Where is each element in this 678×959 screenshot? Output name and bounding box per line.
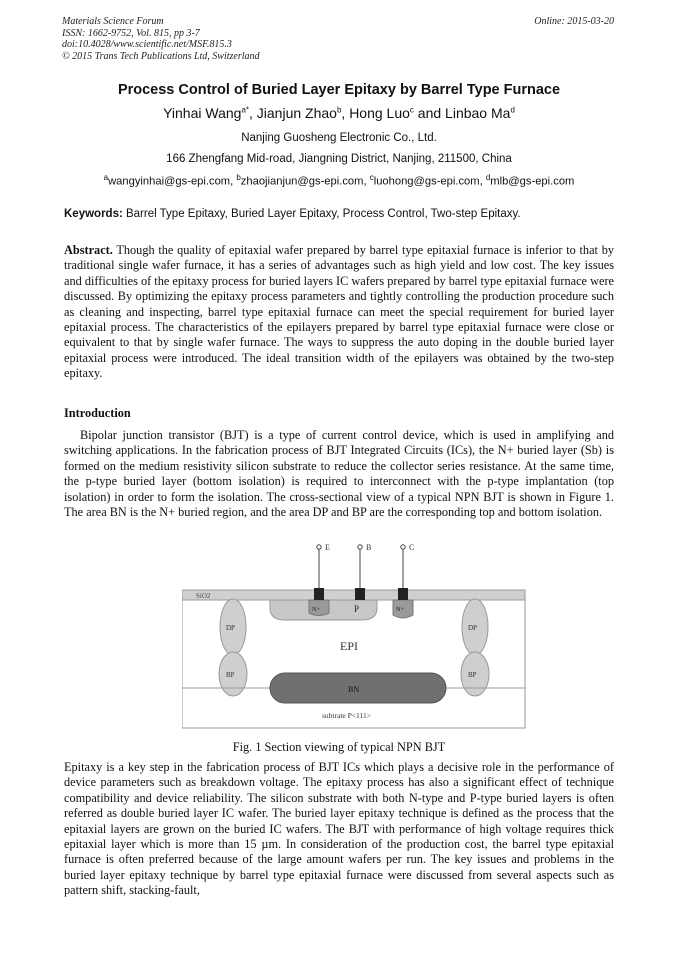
journal-copyright: © 2015 Trans Tech Publications Ltd, Switzerland bbox=[62, 50, 260, 62]
author-mark: d bbox=[510, 105, 515, 115]
base-terminal bbox=[358, 545, 362, 549]
sio2-label: SiO2 bbox=[196, 592, 211, 600]
emitter-nplus-label: N+ bbox=[312, 606, 321, 613]
author-list bbox=[0, 105, 678, 121]
author-name: Hong Luo bbox=[349, 105, 410, 121]
collector-label: C bbox=[409, 543, 415, 552]
journal-name: Materials Science Forum bbox=[62, 16, 164, 27]
keywords-label: Keywords: bbox=[64, 208, 123, 220]
intro-paragraph-1: Bipolar junction transistor (BJT) is a type of current control device, which is used in amplifying and switching applications. In the fabrication process of BJT Integrated Circuits (ICs), the N+ buried layer (Sb) is formed on the medium resistivity silicon substrate to reduce the collector series resistance. At the same time, the p-type buried layer (bottom isolation) is required to interconnect with the p-type implantation (top isolation) in order to form the isolation. The cross-sectional view of a typical NPN BJT is shown in Figure 1. The area BN is the N+ buried region, and the area DP and BP are the corresponding top and bottom isolation. bbox=[64, 428, 614, 520]
bn-label: BN bbox=[348, 685, 360, 694]
collector-contact bbox=[398, 588, 408, 600]
email-mark: a bbox=[103, 173, 109, 182]
emitter-contact bbox=[314, 588, 324, 600]
email-mark: b bbox=[236, 173, 241, 182]
affiliation-address: 166 Zhengfang Mid-road, Jiangning District, Nanjing, 211500, China bbox=[166, 153, 512, 165]
email-list: $^a$wangyinhai@gs-epi.com, $^b$zhaojianjun@gs-epi.com, $^c$luohong@gs-epi.com, $^d$mlb@gs-epi.com bbox=[103, 173, 575, 188]
sio2-layer bbox=[182, 590, 525, 600]
left-bp-label: BP bbox=[226, 671, 235, 679]
email-address[interactable]: zhaojianjun@gs-epi.com bbox=[240, 175, 364, 188]
keywords-text: Barrel Type Epitaxy, Buried Layer Epitaxy, Process Control, Two-step Epitaxy. bbox=[122, 208, 521, 220]
author-mark: a* bbox=[241, 105, 249, 115]
right-bp-label: BP bbox=[468, 671, 477, 679]
base-label: B bbox=[366, 543, 372, 552]
p-base-label: P bbox=[354, 604, 360, 614]
author-mark: c bbox=[409, 105, 414, 115]
author-separator: , bbox=[341, 105, 350, 121]
email-address[interactable]: mlb@gs-epi.com bbox=[490, 175, 575, 188]
epi-label: EPI bbox=[340, 639, 358, 653]
right-dp-label: DP bbox=[468, 624, 477, 632]
emitter-label: E bbox=[325, 543, 330, 552]
author-name: Yinhai Wang bbox=[163, 105, 242, 121]
substrate-label: subtrate P<111> bbox=[322, 711, 371, 720]
author-name: Jianjun Zhao bbox=[256, 105, 337, 121]
keywords bbox=[64, 208, 521, 220]
affiliation-org: Nanjing Guosheng Electronic Co., Ltd. bbox=[241, 132, 437, 144]
email-mark: d bbox=[485, 173, 491, 182]
intro-paragraph-2: Epitaxy is a key step in the fabrication process of BJT ICs which plays a decisive role in the performance of device parameters such as breakdown voltage. The epitaxy process has also a significant effect of technique compatibility and device reliability. The silicon substrate with both N-type and P-type buried layers is often referred as double buried layer IC wafer. The buried layer epitaxy technique is defined as the process that the epitaxial layers are grown on the buried IC wafers. The BJT with performance of high voltage requires thick epitaxial layer which is more than 15 µm. In consideration of the production cost, the barrel type epitaxial furnace is often preferred because of the large amount wafers per run. The key issues and problems in the buried layer epitaxy technique by barrel type epitaxial furnace were discussed from several aspects such as pattern shift, stacking-fault, bbox=[64, 760, 614, 898]
abstract-text: Though the quality of epitaxial wafer prepared by barrel type epitaxial furnace is inferior to that by traditional single wafer furnace, it has a series of advantages such as high yield and low cost. The key issues and difficulties of the epitaxy process for buried layers IC wafers prepared by barrel type epitaxial furnace were discussed. By optimizing the epitaxy process parameters and tightly controlling the production procedure such as cleaning and inspecting, barrel type epitaxial furnace can meet the special requirement for buried layer epitaxial process. The characteristics of the epilayers prepared by barrel type epitaxial furnace were close or equivalent to that by single wafer furnace. The ways to suppress the auto doping in the double buried layer epitaxial process were introduced. The ideal transition width of the epilayers was obtained by the two-step epitaxy. bbox=[64, 243, 614, 381]
abstract-label: Abstract. bbox=[64, 243, 113, 257]
collector-terminal bbox=[401, 545, 405, 549]
figure-1-caption: Fig. 1 Section viewing of typical NPN BJT bbox=[232, 740, 446, 754]
journal-issn: ISSN: 1662-9752, Vol. 815, pp 3-7 bbox=[62, 27, 200, 39]
section-heading-introduction: Introduction bbox=[64, 406, 131, 420]
email-mark: c bbox=[369, 173, 374, 182]
email-address[interactable]: wangyinhai@gs-epi.com bbox=[108, 175, 231, 188]
online-date: Online: 2015-03-20 bbox=[534, 16, 614, 27]
bjt-cross-section-diagram bbox=[182, 540, 528, 732]
author-name: Linbao Ma bbox=[445, 105, 511, 121]
journal-header bbox=[62, 16, 260, 62]
left-dp-label: DP bbox=[226, 624, 235, 632]
author-mark: b bbox=[336, 105, 342, 115]
emitter-terminal bbox=[317, 545, 321, 549]
journal-doi: doi:10.4028/www.scientific.net/MSF.815.3 bbox=[62, 39, 232, 50]
figure-1 bbox=[182, 540, 528, 732]
paper-title: Process Control of Buried Layer Epitaxy by Barrel Type Furnace bbox=[117, 82, 561, 98]
author-separator: , bbox=[249, 105, 257, 121]
author-and: and bbox=[413, 105, 446, 121]
base-contact bbox=[355, 588, 365, 600]
email-address[interactable]: luohong@gs-epi.com bbox=[373, 175, 480, 188]
abstract bbox=[64, 243, 614, 382]
collector-nplus-label: N+ bbox=[396, 606, 405, 613]
